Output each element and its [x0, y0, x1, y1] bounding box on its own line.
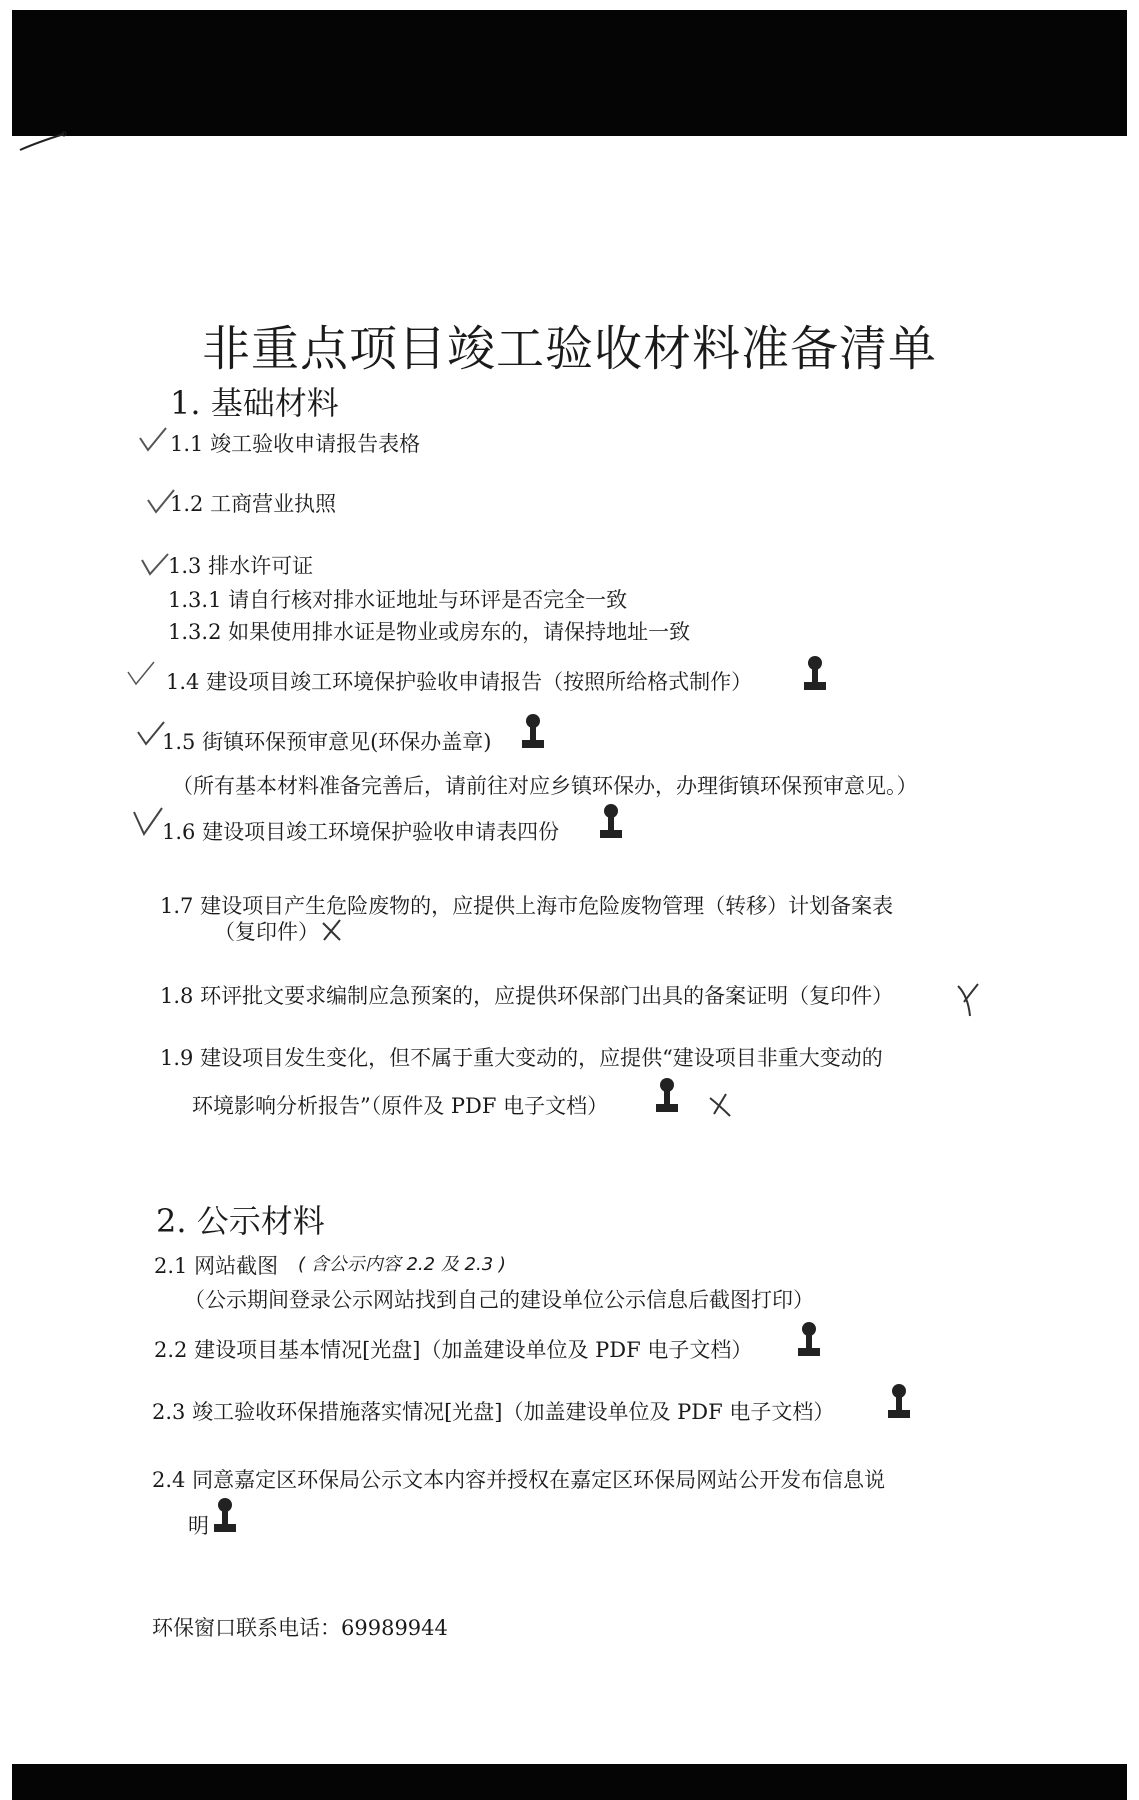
- cross-icon: [956, 982, 980, 1018]
- pen-stroke-mark: [18, 130, 68, 154]
- item-1-3: 1.3 排水许可证: [168, 554, 314, 578]
- check-icon: [132, 806, 164, 836]
- stamp-icon: [654, 1076, 680, 1114]
- item-1-3-2: 1.3.2 如果使用排水证是物业或房东的，请保持地址一致: [168, 620, 691, 644]
- stamp-icon: [796, 1320, 822, 1358]
- stamp-icon: [212, 1496, 238, 1534]
- section1-heading: 1. 基础材料: [170, 384, 339, 422]
- contact-phone: 环保窗口联系电话：69989944: [152, 1616, 448, 1640]
- item-2-1: 2.1 网站截图: [154, 1254, 279, 1278]
- section2-heading: 2. 公示材料: [156, 1202, 325, 1240]
- item-2-4: 2.4 同意嘉定区环保局公示文本内容并授权在嘉定区环保局网站公开发布信息说: [152, 1468, 886, 1492]
- stamp-icon: [520, 712, 546, 750]
- stamp-icon: [598, 802, 624, 840]
- item-1-4: 1.4 建设项目竣工环境保护验收申请报告（按照所给格式制作）: [166, 670, 753, 694]
- item-1-9: 1.9 建设项目发生变化，但不属于重大变动的，应提供“建设项目非重大变动的: [160, 1046, 883, 1070]
- cross-icon: [708, 1092, 734, 1118]
- stamp-icon: [802, 654, 828, 692]
- item-1-7-cont: （复印件）: [214, 920, 319, 944]
- item-1-5-note: （所有基本材料准备完善后，请前往对应乡镇环保办，办理街镇环保预审意见。）: [172, 774, 918, 798]
- cross-icon: [320, 918, 344, 942]
- item-1-6: 1.6 建设项目竣工环境保护验收申请表四份: [162, 820, 560, 844]
- item-1-7: 1.7 建设项目产生危险废物的，应提供上海市危险废物管理（转移）计划备案表: [160, 894, 894, 918]
- check-icon: [138, 426, 168, 452]
- item-1-5: 1.5 街镇环保预审意见(环保办盖章): [162, 730, 492, 754]
- item-2-4-cont: 明: [188, 1514, 209, 1538]
- check-icon: [126, 660, 156, 686]
- item-1-1: 1.1 竣工验收申请报告表格: [170, 432, 421, 456]
- document-title: 非重点项目竣工验收材料准备清单: [201, 321, 937, 377]
- stamp-icon: [886, 1382, 912, 1420]
- item-1-9-cont: 环境影响分析报告”（原件及 PDF 电子文档）: [192, 1094, 609, 1118]
- scan-border-top: [12, 10, 1127, 136]
- handwritten-annotation: ( 含公示内容 2.2 及 2.3 ): [298, 1254, 506, 1275]
- check-icon: [140, 552, 170, 578]
- item-1-8: 1.8 环评批文要求编制应急预案的，应提供环保部门出具的备案证明（复印件）: [160, 984, 894, 1008]
- item-2-3: 2.3 竣工验收环保措施落实情况[光盘]（加盖建设单位及 PDF 电子文档）: [152, 1400, 835, 1424]
- item-2-1-note: （公示期间登录公示网站找到自己的建设单位公示信息后截图打印）: [184, 1288, 814, 1312]
- scan-border-bottom: [12, 1764, 1127, 1800]
- item-1-3-1: 1.3.1 请自行核对排水证地址与环评是否完全一致: [168, 588, 628, 612]
- item-1-2: 1.2 工商营业执照: [170, 492, 337, 516]
- item-2-2: 2.2 建设项目基本情况[光盘]（加盖建设单位及 PDF 电子文档）: [154, 1338, 753, 1362]
